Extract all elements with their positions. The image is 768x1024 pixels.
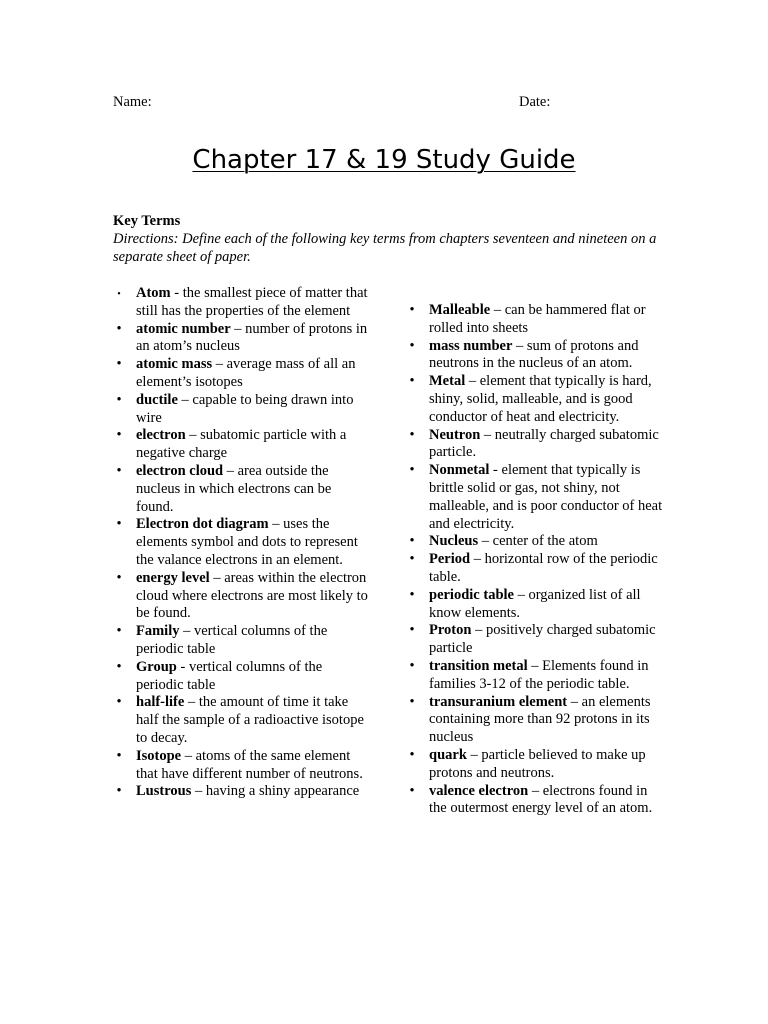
term-separator: –	[230, 320, 246, 337]
term-name: Nucleus	[429, 533, 479, 550]
term-definition: can be hammered flat or rolled into sheets	[429, 302, 646, 336]
term-name: electron cloud	[136, 462, 224, 479]
bullet-icon: •	[409, 746, 415, 763]
term-item	[116, 569, 372, 623]
term-name: half-life	[136, 694, 185, 711]
term-name: mass number	[429, 337, 513, 354]
term-name: ductile	[136, 391, 178, 408]
bullet-icon: •	[409, 693, 415, 710]
term-separator: –	[528, 782, 543, 799]
term-definition: vertical columns of the periodic table	[136, 623, 328, 657]
term-name: Atom	[136, 285, 171, 301]
key-terms-heading: Key Terms	[113, 213, 181, 229]
bullet-icon: •	[409, 551, 415, 568]
term-separator: –	[179, 623, 194, 640]
term-name: Neutron	[429, 426, 481, 443]
term-separator: -	[489, 462, 502, 479]
term-item	[409, 373, 665, 426]
bullet-icon: •	[116, 747, 122, 764]
bullet-icon: •	[116, 391, 122, 408]
term-separator: –	[466, 746, 482, 763]
bullet-icon: •	[409, 622, 415, 639]
term-separator: –	[268, 516, 284, 533]
term-name: Lustrous	[136, 783, 192, 800]
term-definition: areas within the electron cloud where electrons are most likely to be found.	[136, 569, 368, 622]
page-title: Chapter 17 & 19 Study Guide	[192, 145, 576, 175]
bullet-icon: •	[116, 783, 122, 800]
term-item	[409, 782, 665, 819]
name-label: Name:	[113, 94, 152, 110]
bullet-icon: •	[116, 320, 122, 337]
bullet-icon: •	[116, 462, 122, 479]
bullet-icon: •	[409, 373, 415, 390]
term-definition: the smallest piece of matter that still has the properties of the element	[136, 285, 368, 319]
term-definition: electrons found in the outermost energy level of an atom.	[429, 782, 653, 817]
term-separator: –	[181, 747, 196, 764]
term-item	[116, 356, 372, 392]
term-item	[409, 586, 665, 623]
bullet-icon: •	[116, 427, 122, 444]
bullet-icon: •	[409, 586, 415, 603]
term-definition: having a shiny appearance	[205, 783, 360, 800]
term-definition: horizontal row of the periodic table.	[429, 551, 658, 585]
term-separator: -	[176, 658, 189, 675]
bullet-icon: •	[409, 657, 415, 674]
term-separator: –	[567, 693, 582, 710]
left-term-list	[116, 285, 372, 801]
term-definition: element that typically is brittle solid or gas, not shiny, not malleable, and is poor conductor of heat and electricity.	[429, 462, 663, 532]
term-definition: average mass of all an element’s isotopes	[136, 356, 356, 390]
term-name: valence electron	[429, 782, 529, 799]
term-separator: –	[184, 694, 199, 711]
term-definition: positively charged subatomic particle	[429, 622, 656, 657]
term-item	[409, 462, 665, 533]
bullet-icon: •	[116, 694, 122, 711]
term-name: atomic number	[136, 320, 231, 337]
term-separator: –	[185, 427, 201, 444]
term-item	[409, 302, 665, 338]
term-separator: –	[209, 569, 225, 586]
term-name: Electron dot diagram	[136, 516, 269, 533]
term-separator: –	[512, 337, 527, 354]
term-name: energy level	[136, 569, 210, 586]
term-separator: –	[527, 657, 543, 674]
term-definition: capable to being drawn into wire	[136, 391, 354, 426]
term-separator: –	[223, 462, 238, 479]
term-item	[116, 320, 372, 357]
term-separator: –	[465, 373, 480, 390]
term-item	[116, 694, 372, 747]
bullet-icon: •	[117, 289, 121, 300]
term-name: Group	[136, 658, 177, 675]
term-definition: area outside the nucleus in which electrons can be found.	[136, 462, 332, 515]
term-definition: number of protons in an atom’s nucleus	[136, 320, 368, 355]
term-item	[409, 551, 665, 587]
bullet-icon: •	[116, 623, 122, 640]
term-separator: –	[177, 391, 193, 408]
term-item	[116, 462, 372, 516]
term-definition: uses the elements symbol and dots to represent the valance electrons in an element.	[136, 516, 358, 568]
term-definition: Elements found in families 3-12 of the periodic table.	[429, 657, 649, 692]
term-name: periodic table	[429, 586, 514, 603]
term-name: Period	[429, 551, 471, 568]
term-definition: organized list of all know elements.	[429, 586, 641, 621]
term-item	[116, 747, 372, 784]
term-definition: subatomic particle with a negative charge	[136, 427, 347, 462]
term-definition: the amount of time it take half the sample of a radioactive isotope to decay.	[136, 694, 364, 746]
bullet-icon: •	[409, 462, 415, 479]
right-term-list	[409, 302, 665, 818]
bullet-icon: •	[116, 658, 122, 675]
directions-text: Directions: Define each of the following key terms from chapters seventeen and nineteen on a separate sheet of paper.	[113, 231, 657, 265]
bullet-icon: •	[409, 302, 415, 318]
term-definition: atoms of the same element that have different number of neutrons.	[136, 747, 363, 782]
term-separator: –	[478, 533, 493, 550]
term-name: Malleable	[429, 302, 491, 318]
bullet-icon: •	[409, 337, 415, 354]
term-item	[409, 657, 665, 694]
term-item	[409, 426, 665, 463]
term-definition: neutrally charged subatomic particle.	[429, 426, 659, 461]
term-item	[116, 658, 372, 695]
term-definition: center of the atom	[492, 533, 598, 550]
term-separator: –	[490, 302, 505, 318]
term-name: Family	[136, 623, 180, 640]
term-name: electron	[136, 427, 186, 444]
bullet-icon: •	[116, 569, 122, 586]
term-definition: sum of protons and neutrons in the nucleus of an atom.	[429, 337, 639, 372]
term-separator: -	[170, 285, 183, 301]
term-name: transuranium element	[429, 693, 568, 710]
term-item	[116, 516, 372, 569]
term-item	[409, 533, 665, 551]
bullet-icon: •	[409, 782, 415, 799]
bullet-icon: •	[409, 426, 415, 443]
term-name: Metal	[429, 373, 466, 390]
term-item	[116, 427, 372, 463]
bullet-icon: •	[116, 516, 122, 533]
term-definition: element that typically is hard, shiny, solid, malleable, and is good conductor of heat and electricity.	[429, 373, 652, 425]
term-item	[116, 391, 372, 428]
term-name: Proton	[429, 622, 472, 639]
bullet-icon: •	[409, 533, 415, 550]
term-separator: –	[212, 356, 227, 373]
term-item	[409, 746, 665, 783]
term-name: atomic mass	[136, 356, 213, 373]
term-item	[117, 285, 372, 321]
term-name: Isotope	[136, 747, 182, 764]
term-separator: –	[470, 551, 485, 568]
term-separator: –	[471, 622, 486, 639]
term-name: Nonmetal	[429, 462, 490, 479]
term-definition: an elements containing more than 92 protons in its nucleus	[429, 693, 651, 746]
term-separator: –	[513, 586, 529, 603]
term-name: transition metal	[429, 657, 528, 674]
term-item	[116, 623, 372, 659]
term-item	[116, 783, 372, 801]
term-separator: –	[191, 783, 206, 800]
term-item	[409, 337, 665, 374]
term-item	[409, 693, 665, 747]
term-definition: particle believed to make up protons and neutrons.	[429, 746, 646, 781]
term-item	[409, 622, 665, 658]
term-separator: –	[480, 426, 495, 443]
term-definition: vertical columns of the periodic table	[136, 658, 323, 693]
term-name: quark	[429, 746, 467, 763]
date-label: Date:	[519, 94, 551, 110]
bullet-icon: •	[116, 356, 122, 373]
